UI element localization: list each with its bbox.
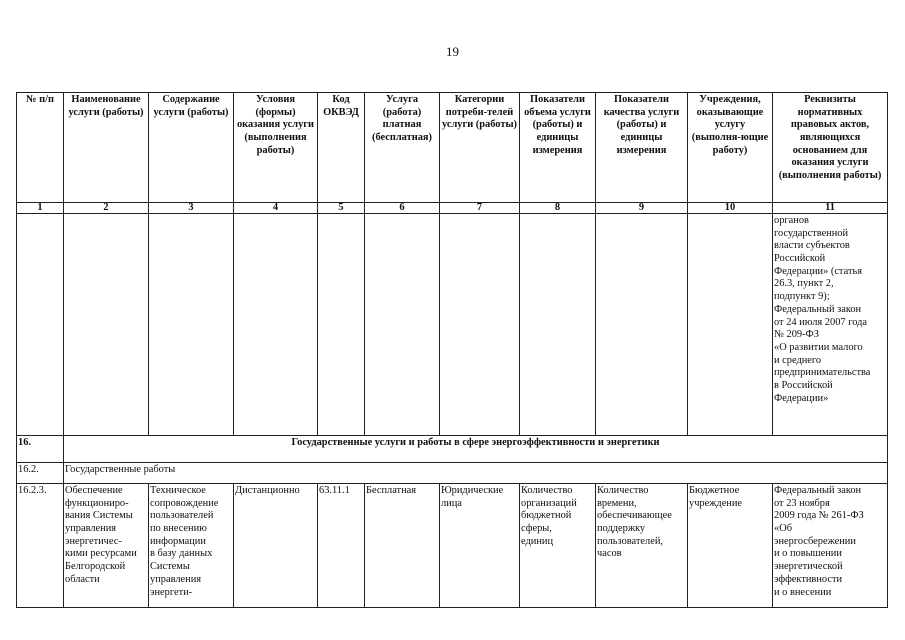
header-cell-quality: Показатели качества услуги (работы) и единицы измерения — [596, 93, 688, 203]
table-cell — [365, 214, 440, 436]
table-cell — [688, 214, 773, 436]
subsection-row — [17, 463, 888, 484]
subsection-title: Государственные работы — [64, 463, 888, 484]
row-volume: Количество организаций бюджетной сферы, единиц — [520, 484, 596, 608]
row-number: 16.2.3. — [17, 484, 64, 608]
column-number: 6 — [365, 203, 440, 214]
header-cell-okved: Код ОКВЭД — [318, 93, 365, 203]
column-number: 3 — [149, 203, 234, 214]
header-cell-legal: Реквизиты нормативных правовых актов, являющихся основанием для оказания услуги (выполнения работы) — [773, 93, 888, 203]
column-number: 1 — [17, 203, 64, 214]
section-row — [17, 436, 888, 463]
column-number: 10 — [688, 203, 773, 214]
row-service-content: Техническое сопровождение пользователей по внесению информации в базу данных Системы управления энергети- — [149, 484, 234, 608]
table-cell — [596, 214, 688, 436]
table-cell — [440, 214, 520, 436]
section-number: 16. — [17, 436, 64, 463]
page-number: 19 — [446, 44, 459, 59]
header-cell-institution: Учреждения, оказывающие услугу (выполня-ющие работу) — [688, 93, 773, 203]
header-cell-consumers: Категории потреби-телей услуги (работы) — [440, 93, 520, 203]
row-paid: Бесплатная — [365, 484, 440, 608]
column-numbers-row — [17, 203, 888, 214]
table-cell — [234, 214, 318, 436]
row-conditions: Дистанционно — [234, 484, 318, 608]
table-cell — [149, 214, 234, 436]
subsection-number: 16.2. — [17, 463, 64, 484]
row-institution: Бюджетное учреждение — [688, 484, 773, 608]
row-quality: Количество времени, обеспечивающее поддержку пользователей, часов — [596, 484, 688, 608]
table-cell — [64, 214, 149, 436]
header-cell-number: № п/п — [17, 93, 64, 203]
header-cell-name: Наименование услуги (работы) — [64, 93, 149, 203]
column-number: 7 — [440, 203, 520, 214]
column-number: 2 — [64, 203, 149, 214]
row-service-name: Обеспечение функциониро- вания Системы управления энергетичес- кими ресурсами Белгородской области — [64, 484, 149, 608]
row-okved: 63.11.1 — [318, 484, 365, 608]
row-legal: Федеральный закон от 23 ноября 2009 года № 261-ФЗ «Об энергосбережении и о повышении энергетической эффективности и о внесении — [773, 484, 888, 608]
table-cell — [520, 214, 596, 436]
column-number: 8 — [520, 203, 596, 214]
continued-legal-text: органов государственной власти субъектов Российской Федерации» (статья 26.3, пункт 2, подпункт 9); Федеральный закон от 24 июля 2007 года № 209-ФЗ «О развитии малого и среднего предпринимательства в Российской Федерации» — [773, 214, 888, 436]
services-table — [16, 92, 888, 608]
table-cell — [17, 214, 64, 436]
table-header-row — [17, 93, 888, 203]
continued-row — [17, 214, 888, 436]
header-cell-content: Содержание услуги (работы) — [149, 93, 234, 203]
header-cell-volume: Показатели объема услуги (работы) и единицы измерения — [520, 93, 596, 203]
table-cell — [318, 214, 365, 436]
column-number: 9 — [596, 203, 688, 214]
column-number: 4 — [234, 203, 318, 214]
section-title: Государственные услуги и работы в сфере энергоэффективности и энергетики — [64, 436, 888, 463]
header-cell-conditions: Условия (формы) оказания услуги (выполнения работы) — [234, 93, 318, 203]
row-consumers: Юридические лица — [440, 484, 520, 608]
table-row — [17, 484, 888, 608]
header-cell-paid: Услуга (работа) платная (бесплатная) — [365, 93, 440, 203]
column-number: 11 — [773, 203, 888, 214]
column-number: 5 — [318, 203, 365, 214]
